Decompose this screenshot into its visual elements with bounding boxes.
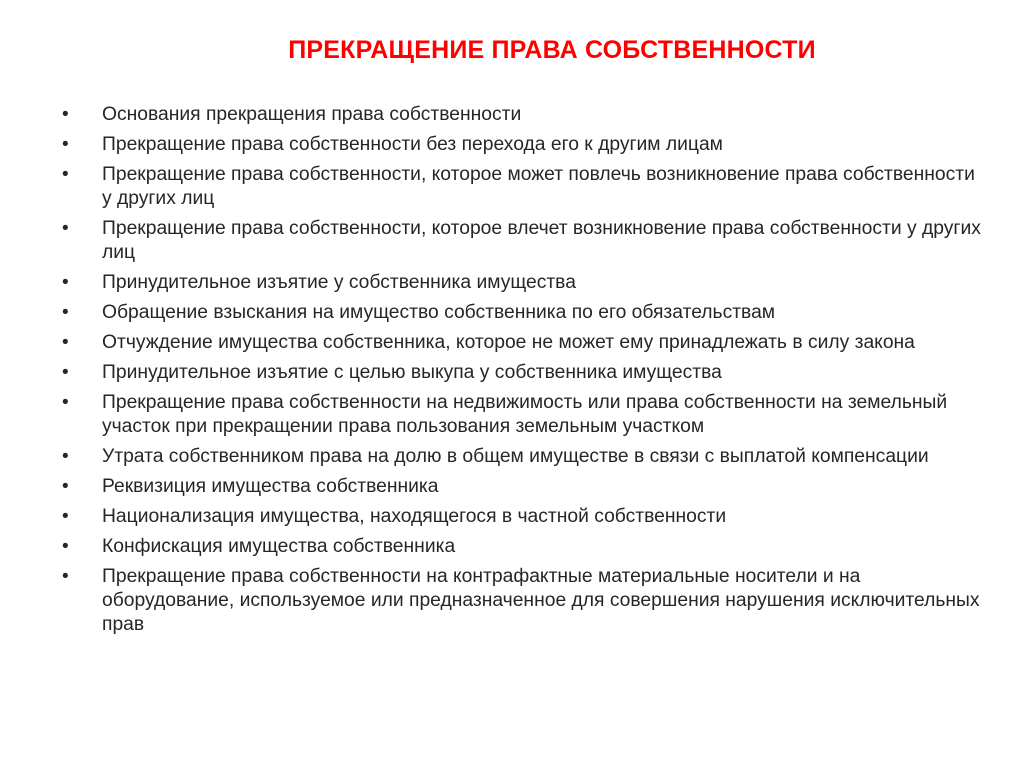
bullet-icon: • [62,476,69,497]
bullet-icon: • [62,272,69,293]
list-item [62,163,982,211]
list-item-text: Прекращение права собственности, которое может повлечь возникновение права собственности у других лиц [102,164,975,209]
slide-title: ПРЕКРАЩЕНИЕ ПРАВА СОБСТВЕННОСТИ [288,36,816,64]
bullet-icon: • [62,566,69,587]
list-item [62,565,982,637]
bullet-list [62,103,982,643]
bullet-icon: • [62,104,69,125]
list-item-text: Утрата собственником права на долю в общем имуществе в связи с выплатой компенсации [102,446,929,467]
list-item-text: Прекращение права собственности без перехода его к другим лицам [102,134,723,155]
bullet-icon: • [62,506,69,527]
list-item-text: Принудительное изъятие с целью выкупа у собственника имущества [102,362,722,383]
bullet-icon: • [62,536,69,557]
bullet-icon: • [62,164,69,185]
list-item [62,475,982,499]
bullet-icon: • [62,446,69,467]
list-item-text: Обращение взыскания на имущество собственника по его обязательствам [102,302,776,323]
list-item [62,271,982,295]
list-item [62,301,982,325]
bullet-icon: • [62,134,69,155]
list-item [62,103,982,127]
list-item [62,217,982,265]
bullet-icon: • [62,392,69,413]
bullet-icon: • [62,332,69,353]
list-item-text: Основания прекращения права собственности [102,104,522,125]
bullet-icon: • [62,302,69,323]
list-item-text: Прекращение права собственности на контрафактные материальные носители и на оборудование, используемое или предназначенное для совершения нарушения исключительных прав [102,566,980,635]
list-item-text: Прекращение права собственности на недвижимость или права собственности на земельный участок при прекращении права пользования земельным участком [102,392,948,437]
list-item [62,391,982,439]
list-item [62,361,982,385]
list-item-text: Отчуждение имущества собственника, которое не может ему принадлежать в силу закона [102,332,915,353]
list-item-text: Прекращение права собственности, которое влечет возникновение права собственности у других лиц [102,218,981,263]
bullet-icon: • [62,218,69,239]
list-item-text: Принудительное изъятие у собственника имущества [102,272,576,293]
list-item [62,133,982,157]
list-item [62,331,982,355]
list-item [62,445,982,469]
list-item [62,535,982,559]
bullet-icon: • [62,362,69,383]
list-item-text: Конфискация имущества собственника [102,536,456,557]
list-item-text: Национализация имущества, находящегося в частной собственности [102,506,727,527]
list-item [62,505,982,529]
list-item-text: Реквизиция имущества собственника [102,476,439,497]
